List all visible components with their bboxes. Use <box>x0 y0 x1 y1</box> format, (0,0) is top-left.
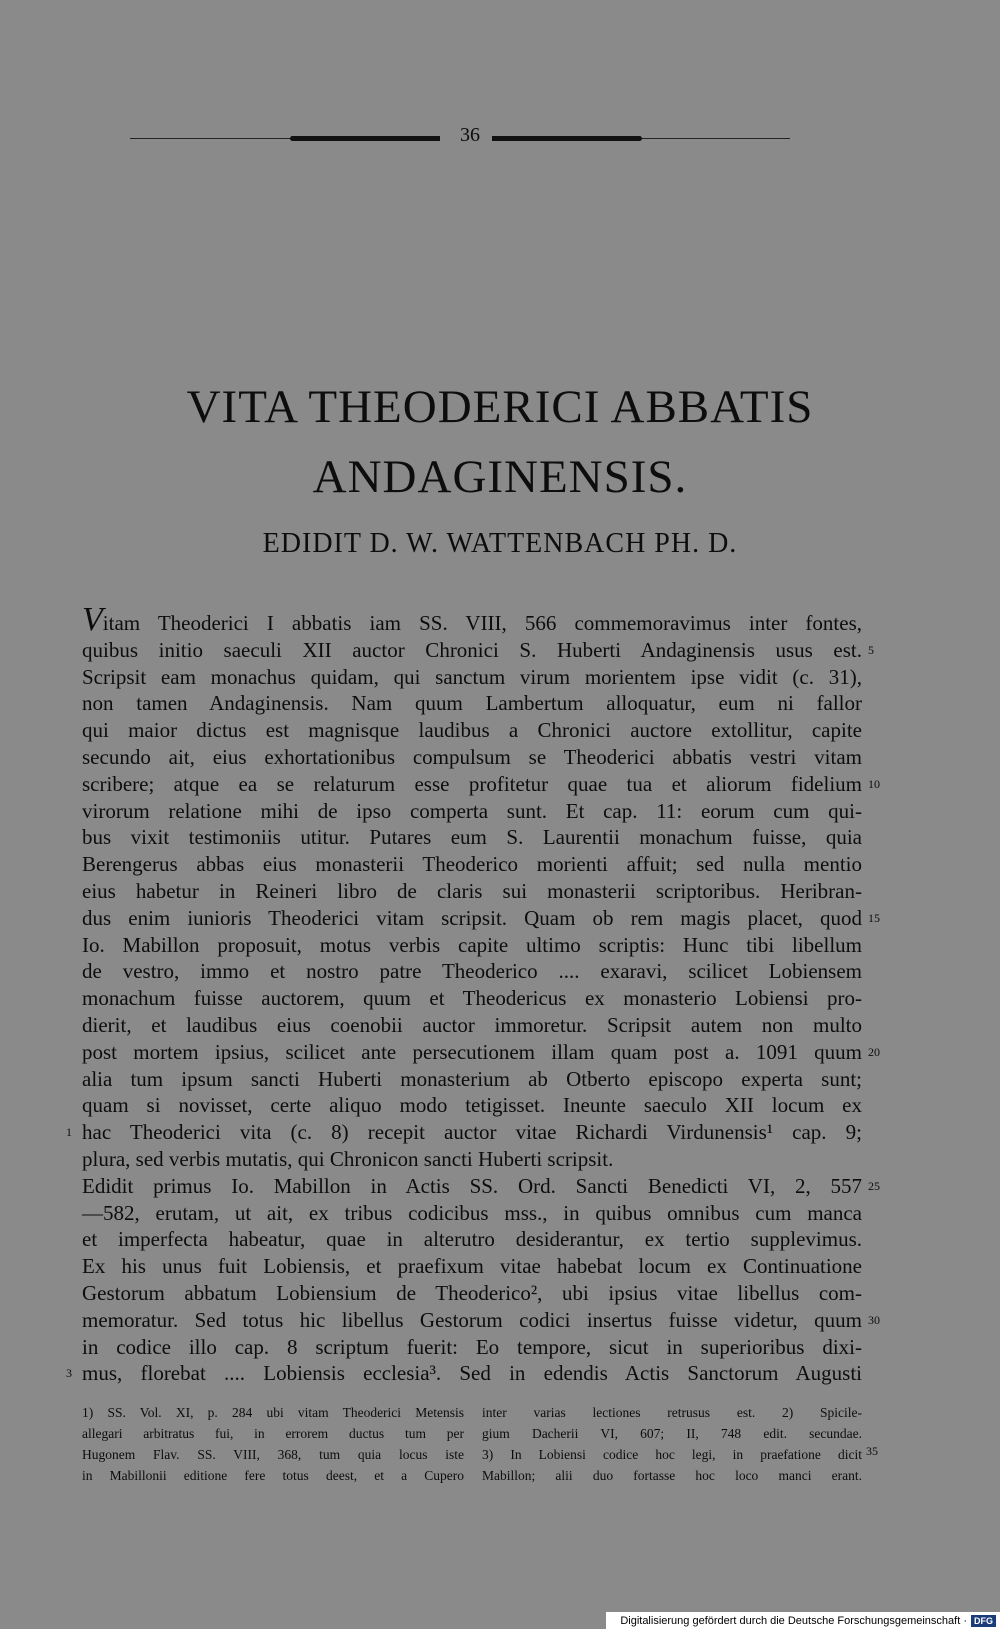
line-number: 10 <box>868 776 880 791</box>
editor-line: EDIDIT D. W. WATTENBACH PH. D. <box>262 528 738 559</box>
body-line <box>82 744 862 771</box>
body-line <box>82 851 862 878</box>
body-line-text: dierit, et laudibus eius coenobii auctor immoretur. Scripsit autem non multo <box>82 1012 862 1037</box>
line-number: 20 <box>868 1044 880 1059</box>
body-line <box>82 824 862 851</box>
body-line-text: Berengerus abbas eius monasterii Theoderico morienti affuit; sed nulla mentio <box>82 852 862 877</box>
body-line <box>82 690 862 717</box>
body-line <box>82 958 862 985</box>
line-number: 5 <box>868 642 874 657</box>
header-rule-right <box>492 136 790 142</box>
footnote-line: 1) SS. Vol. XI, p. 284 ubi vitam Theoderici Metensis <box>82 1405 464 1420</box>
dfg-funding-banner <box>606 1612 1000 1629</box>
body-line <box>82 1253 862 1280</box>
body-line <box>82 798 862 825</box>
body-line-text: itam Theoderici I abbatis iam SS. VIII, 566 commemoravimus inter fontes, <box>102 611 862 635</box>
footnote-line: allegari arbitratus fui, in errorem ductus tum per <box>82 1426 464 1441</box>
body-line-text: memoratur. Sed totus hic libellus Gestorum codici insertus fuisse videtur, quum <box>82 1307 862 1332</box>
line-number: 25 <box>868 1178 880 1193</box>
body-line-text: quibus initio saeculi XII auctor Chronici S. Huberti Andaginensis usus est. <box>82 637 862 662</box>
body-line <box>82 1226 862 1253</box>
body-line <box>82 1039 880 1066</box>
body-line <box>82 1146 862 1173</box>
body-line-text: Edidit primus Io. Mabillon in Actis SS. Ord. Sancti Benedicti VI, 2, 557 <box>82 1173 862 1198</box>
body-line-text: monachum fuisse auctorem, quum et Theodericus ex monasterio Lobiensi pro- <box>82 986 862 1011</box>
body-line <box>66 1360 862 1387</box>
body-line <box>66 1119 862 1146</box>
line-number: 15 <box>868 910 880 925</box>
body-line <box>82 1173 880 1200</box>
body-line <box>82 1066 862 1093</box>
dfg-text: Digitalisierung gefördert durch die Deutsche Forschungsgemeinschaft · <box>620 1614 967 1627</box>
body-line-text: quam si novisset, certe aliquo modo tetigisset. Ineunte saeculo XII locum ex <box>82 1093 862 1118</box>
body-line-text: hac Theoderici vita (c. 8) recepit auctor vitae Richardi Virdunensis¹ cap. 9; <box>82 1120 862 1145</box>
title-line-2: ANDAGINENSIS. <box>312 451 688 503</box>
body-line <box>82 985 862 1012</box>
body-line <box>82 878 862 905</box>
body-line-text: et imperfecta habeatur, quae in alterutro desiderantur, ex tertio supplevimus. <box>82 1227 862 1252</box>
body-line-text: bus vixit testimoniis utitur. Putares eum S. Laurentii monachum fuisse, quia <box>82 825 862 850</box>
body-line <box>82 637 874 664</box>
page-header <box>130 124 790 150</box>
body-line-text: —582, erutam, ut ait, ex tribus codicibus mss., in quibus omnibus cum manca <box>82 1200 862 1225</box>
page-number: 36 <box>460 124 480 146</box>
footnote-line: gium Dacherii VI, 607; II, 748 edit. secundae. <box>482 1426 862 1441</box>
body-line-text: Io. Mabillon proposuit, motus verbis capite ultimo scriptis: Hunc tibi libellum <box>82 932 862 957</box>
body-line-text: qui maior dictus est magnisque laudibus a Chronici auctore extollitur, capite <box>82 718 862 743</box>
body-line-text: in codice illo cap. 8 scriptum fuerit: Eo tempore, sicut in superioribus dixi- <box>82 1334 862 1359</box>
header-rule-left <box>130 136 440 142</box>
body-line-text: de vestro, immo et nostro patre Theoderico .... exaravi, scilicet Lobiensem <box>82 959 862 984</box>
footnotes-right-column <box>482 1402 862 1486</box>
body-line-text: mus, florebat .... Lobiensis ecclesia³. Sed in edendis Actis Sanctorum Augusti <box>82 1361 862 1386</box>
body-line <box>82 1012 862 1039</box>
footnote-line-number: 35 <box>866 1444 878 1458</box>
body-text <box>66 601 880 1387</box>
body-line-text: Ex his unus fuit Lobiensis, et praefixum vitae habebat locum ex Continuatione <box>82 1254 862 1279</box>
body-line <box>82 905 880 932</box>
body-line <box>82 932 862 959</box>
title-line-1: VITA THEODERICI ABBATIS <box>186 381 814 433</box>
body-line-text: Gestorum abbatum Lobiensium de Theoderico², ubi ipsius vitae libellus com- <box>82 1280 862 1305</box>
line-number: 30 <box>868 1312 880 1327</box>
body-line <box>82 1307 880 1334</box>
drop-capital: V <box>82 601 103 638</box>
body-line <box>82 1092 862 1119</box>
body-line-text: post mortem ipsius, scilicet ante persecutionem illam quam post a. 1091 quum <box>82 1039 862 1064</box>
body-line <box>82 601 862 638</box>
body-line-text: scribere; atque ea se relaturum esse profitetur quae tua et aliorum fidelium <box>82 771 862 796</box>
body-line-text: plura, sed verbis mutatis, qui Chronicon sancti Huberti scripsit. <box>82 1146 614 1171</box>
footnote-marker-left: 3 <box>66 1366 72 1381</box>
body-line-text: eius habetur in Reineri libro de claris sui monasterii scriptoribus. Heribran- <box>82 878 862 903</box>
footnote-line: Mabillon; alii duo fortasse hoc loco manci erant. <box>482 1468 862 1483</box>
body-line <box>82 771 880 798</box>
footnote-line: in Mabillonii editione fere totus deest, et a Cupero <box>82 1468 464 1483</box>
body-line <box>82 717 862 744</box>
body-line <box>82 664 862 691</box>
body-line-text: alia tum ipsum sancti Huberti monasterium ab Otberto episcopo experta sunt; <box>82 1066 862 1091</box>
footnote-line: inter varias lectiones retrusus est. 2) Spicile- <box>482 1405 862 1420</box>
footnote-line: Hugonem Flav. SS. VIII, 368, tum quia locus iste <box>82 1447 464 1462</box>
footnotes-left-column <box>82 1402 464 1486</box>
footnote-marker-left: 1 <box>66 1125 72 1140</box>
body-line <box>82 1280 862 1307</box>
body-line <box>82 1334 862 1361</box>
body-line-text: Scripsit eam monachus quidam, qui sanctum virum morientem ipse vidit (c. 31), <box>82 664 862 689</box>
body-line <box>82 1200 862 1227</box>
body-line-text: dus enim iunioris Theoderici vitam scripsit. Quam ob rem magis placet, quod <box>82 905 862 930</box>
dfg-logo: DFG <box>971 1615 996 1627</box>
body-line-text: virorum relatione mihi de ipso comperta sunt. Et cap. 11: eorum cum qui- <box>82 798 862 823</box>
body-line-text: secundo ait, eius exhortationibus compulsum se Theoderici abbatis vestri vitam <box>82 744 862 769</box>
footnote-line: 3) In Lobiensi codice hoc legi, in praefatione dicit <box>482 1447 862 1462</box>
body-line-text: non tamen Andaginensis. Nam quum Lambertum alloquatur, eum ni fallor <box>82 691 862 716</box>
